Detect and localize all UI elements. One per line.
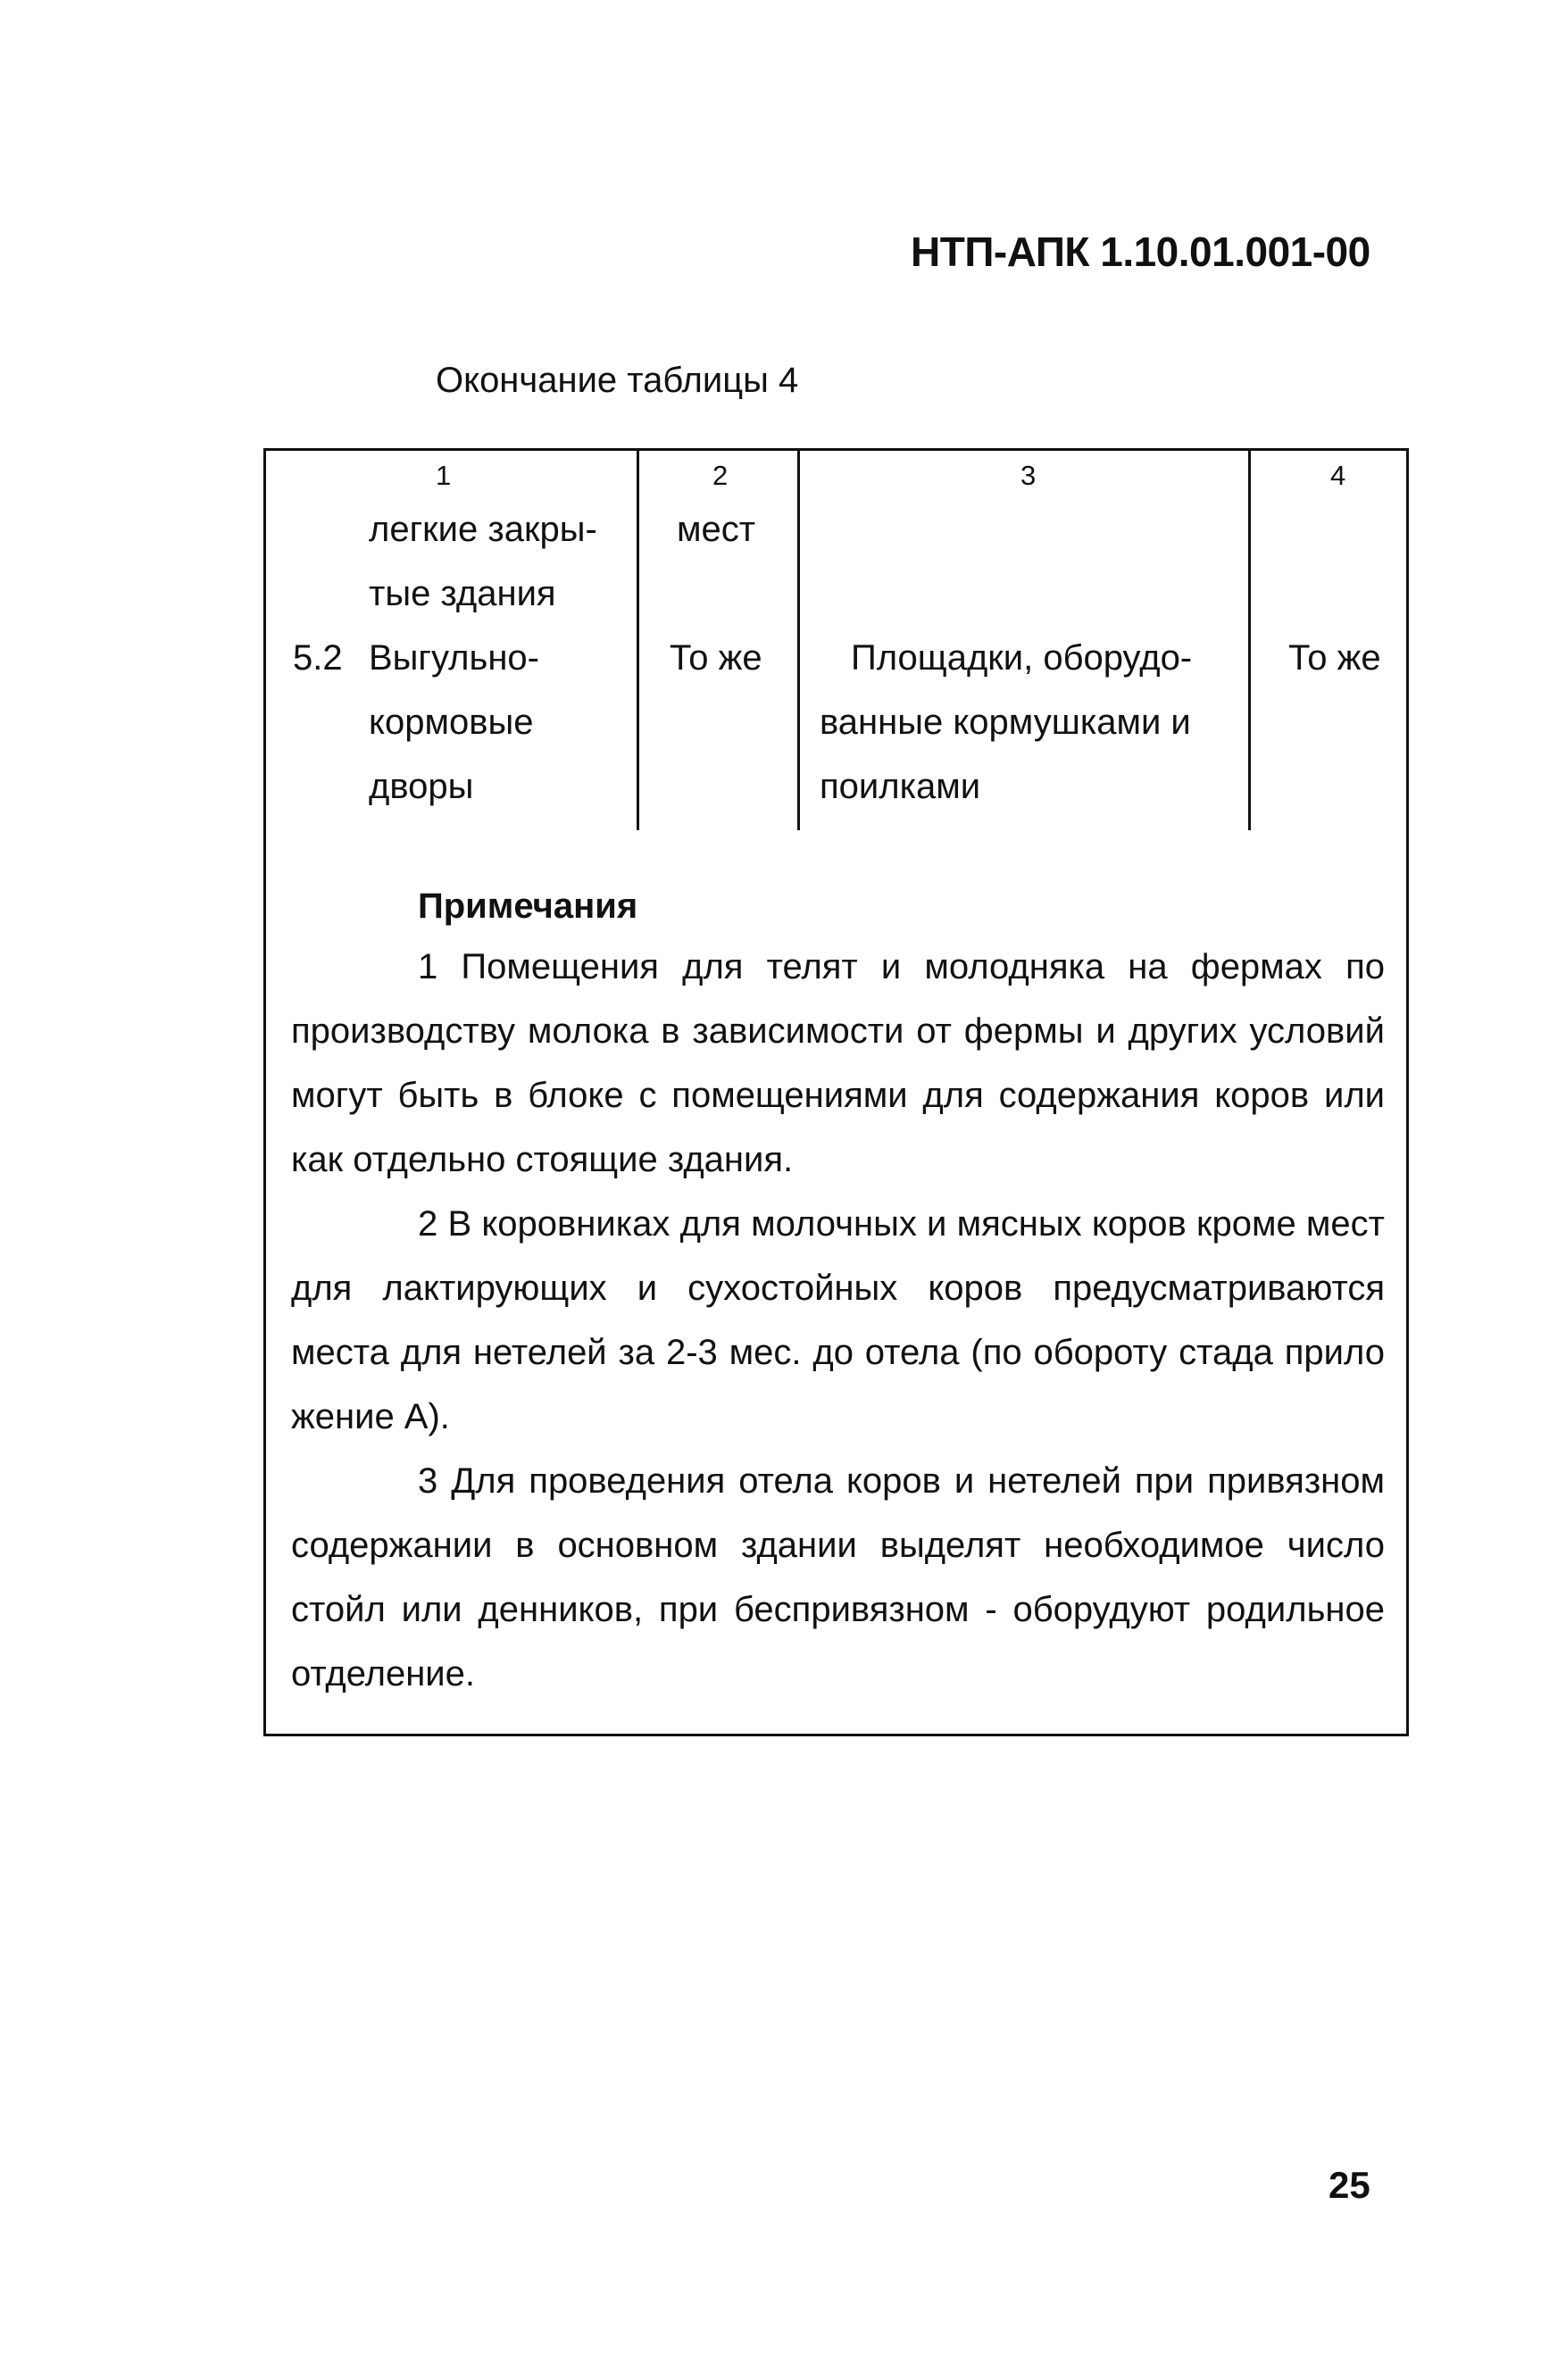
- row-b-col3-line3: поилками: [820, 767, 981, 806]
- notes-body: [291, 935, 1385, 1706]
- column-number-3: 3: [1020, 460, 1037, 491]
- row-b-number: 5.2: [293, 638, 343, 678]
- page-number: 25: [1329, 2164, 1370, 2206]
- row-b-col1-line3: дворы: [369, 767, 474, 806]
- row-b-col3-line1: Площадки, оборудо-: [851, 638, 1193, 678]
- row-a-col1-line1: легкие закры-: [369, 510, 597, 549]
- document-code: НТП-АПК 1.10.01.001-00: [911, 229, 1370, 275]
- note-item-3: 3 Для проведения отела коров и нетелей при привязном содержании в основном здании выделят необходимое число стойл или денников, при беспривязном - оборудуют родильное отделение.: [291, 1461, 1385, 1693]
- table-frame: [263, 448, 1409, 1736]
- column-divider-1: [637, 451, 639, 830]
- row-b-col1-line2: кормовые: [369, 703, 534, 742]
- row-b-col4: То же: [1288, 638, 1381, 678]
- row-a-col2-line1: мест: [677, 510, 756, 549]
- note-item-1: 1 Помещения для телят и молодняка на фермах по производству молока в зависимости от фермы и других условий могут быть в блоке с помещениями для содержания коров или как отдельно стоящие здания.: [291, 947, 1385, 1179]
- column-number-4: 4: [1330, 460, 1346, 491]
- table-caption: Окончание таблицы 4: [436, 361, 799, 400]
- column-number-1: 1: [436, 460, 452, 491]
- row-b-col3-line2: ванные кормушками и: [820, 703, 1191, 742]
- column-divider-3: [1248, 451, 1251, 830]
- column-number-2: 2: [712, 460, 729, 491]
- note-item-2: 2 В коровниках для молочных и мясных коров кроме мест для лактирующих и сухостойных коров предусматриваются места для нетелей за 2-3 мес. до отела (по обороту стада прило жение А).: [291, 1204, 1385, 1436]
- row-b-col2: То же: [670, 638, 762, 678]
- row-b-col1-line1: Выгульно-: [369, 638, 539, 678]
- column-divider-2: [797, 451, 800, 830]
- notes-title: Примечания: [418, 886, 638, 926]
- row-a-col1-line2: тые здания: [369, 574, 556, 613]
